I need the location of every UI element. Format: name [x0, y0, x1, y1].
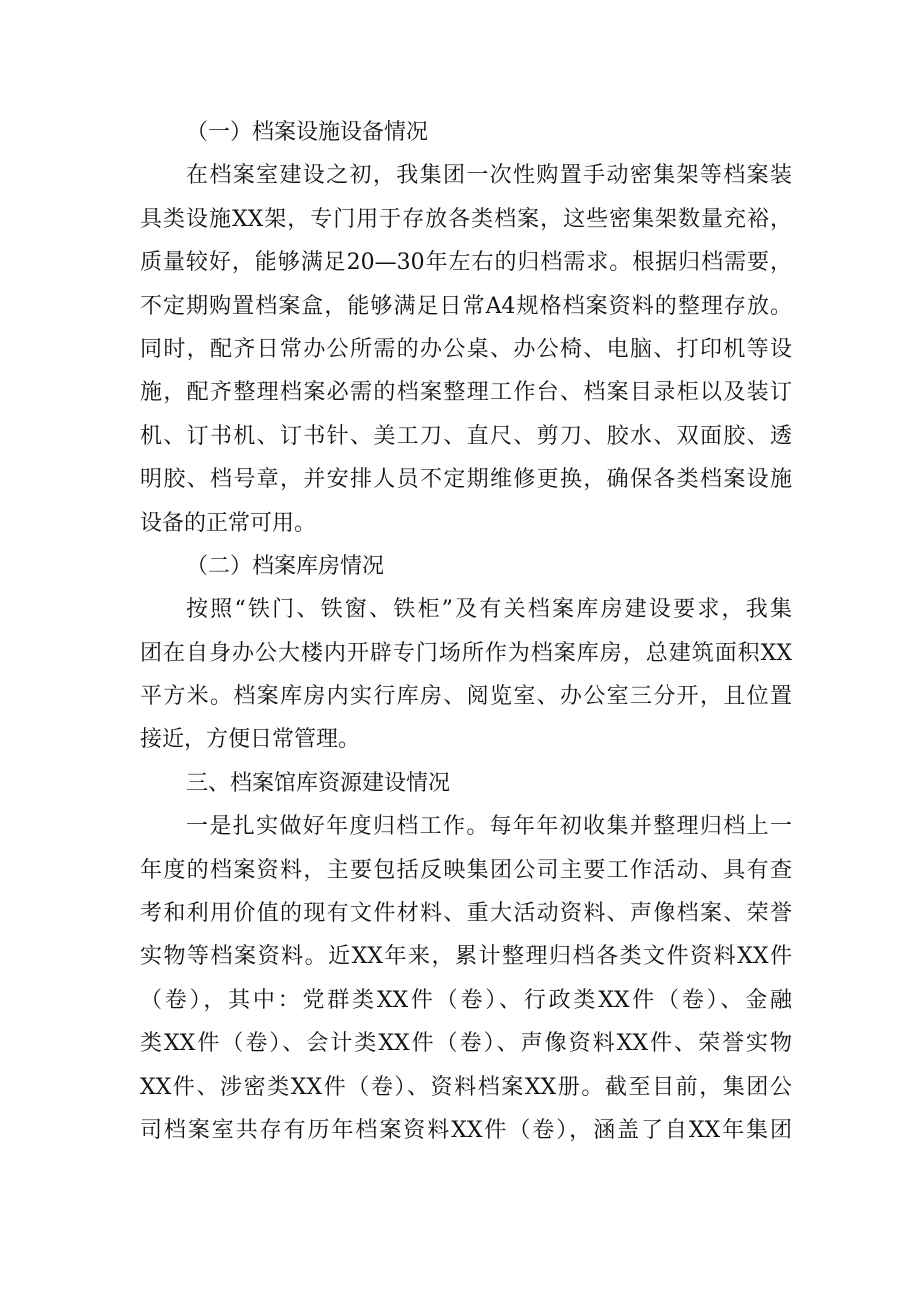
section-heading: （二）档案库房情况 [186, 553, 385, 579]
section-heading: 三、档案馆库资源建设情况 [186, 770, 451, 796]
paragraph [140, 805, 792, 1152]
document-body [140, 111, 792, 1152]
text-line: 年度的档案资料，主要包括反映集团公司主要工作活动、具有查 [140, 857, 792, 883]
text-line: 明胶、档号章，并安排人员不定期维修更换，确保各类档案设施 [140, 467, 792, 493]
text-line: 按照“铁门、铁窗、铁柜”及有关档案库房建设要求，我集 [186, 597, 792, 623]
text-line: 具类设施XX架，专门用于存放各类档案，这些密集架数量充裕， [140, 206, 792, 232]
text-line: 在档案室建设之初，我集团一次性购置手动密集架等档案装 [186, 163, 792, 189]
text-line: （卷），其中：党群类XX件（卷）、行政类XX件（卷）、金融 [140, 987, 792, 1013]
section-3 [140, 762, 792, 1153]
text-line: 类XX件（卷）、会计类XX件（卷）、声像资料XX件、荣誉实物 [140, 1031, 792, 1057]
section-2 [140, 545, 792, 762]
text-line: 一是扎实做好年度归档工作。每年年初收集并整理归档上一 [186, 814, 792, 840]
text-line: 实物等档案资料。近XX年来，累计整理归档各类文件资料XX件 [140, 944, 792, 970]
text-line: 设备的正常可用。 [140, 510, 317, 536]
paragraph [140, 154, 792, 545]
text-line: XX件、涉密类XX件（卷）、资料档案XX册。截至目前，集团公 [140, 1074, 792, 1100]
text-line: 考和利用价值的现有文件材料、重大活动资料、声像档案、荣誉 [140, 901, 792, 927]
text-line: 施，配齐整理档案必需的档案整理工作台、档案目录柜以及装订 [140, 380, 792, 406]
text-line: 同时，配齐日常办公所需的办公桌、办公椅、电脑、打印机等设 [140, 336, 792, 362]
text-line: 不定期购置档案盒，能够满足日常A4规格档案资料的整理存放。 [140, 293, 792, 319]
paragraph [140, 588, 792, 762]
text-line: 团在自身办公大楼内开辟专门场所作为档案库房，总建筑面积XX [140, 640, 792, 666]
text-line: 接近，方便日常管理。 [140, 727, 361, 753]
section-1 [140, 111, 792, 545]
text-line: 机、订书机、订书针、美工刀、直尺、剪刀、胶水、双面胶、透 [140, 423, 792, 449]
text-line: 司档案室共存有历年档案资料XX件（卷），涵盖了自XX年集团 [140, 1117, 792, 1143]
text-line: 质量较好，能够满足20—30年左右的归档需求。根据归档需要， [140, 250, 792, 276]
text-line: 平方米。档案库房内实行库房、阅览室、办公室三分开，且位置 [140, 684, 792, 710]
section-heading: （一）档案设施设备情况 [186, 120, 429, 145]
